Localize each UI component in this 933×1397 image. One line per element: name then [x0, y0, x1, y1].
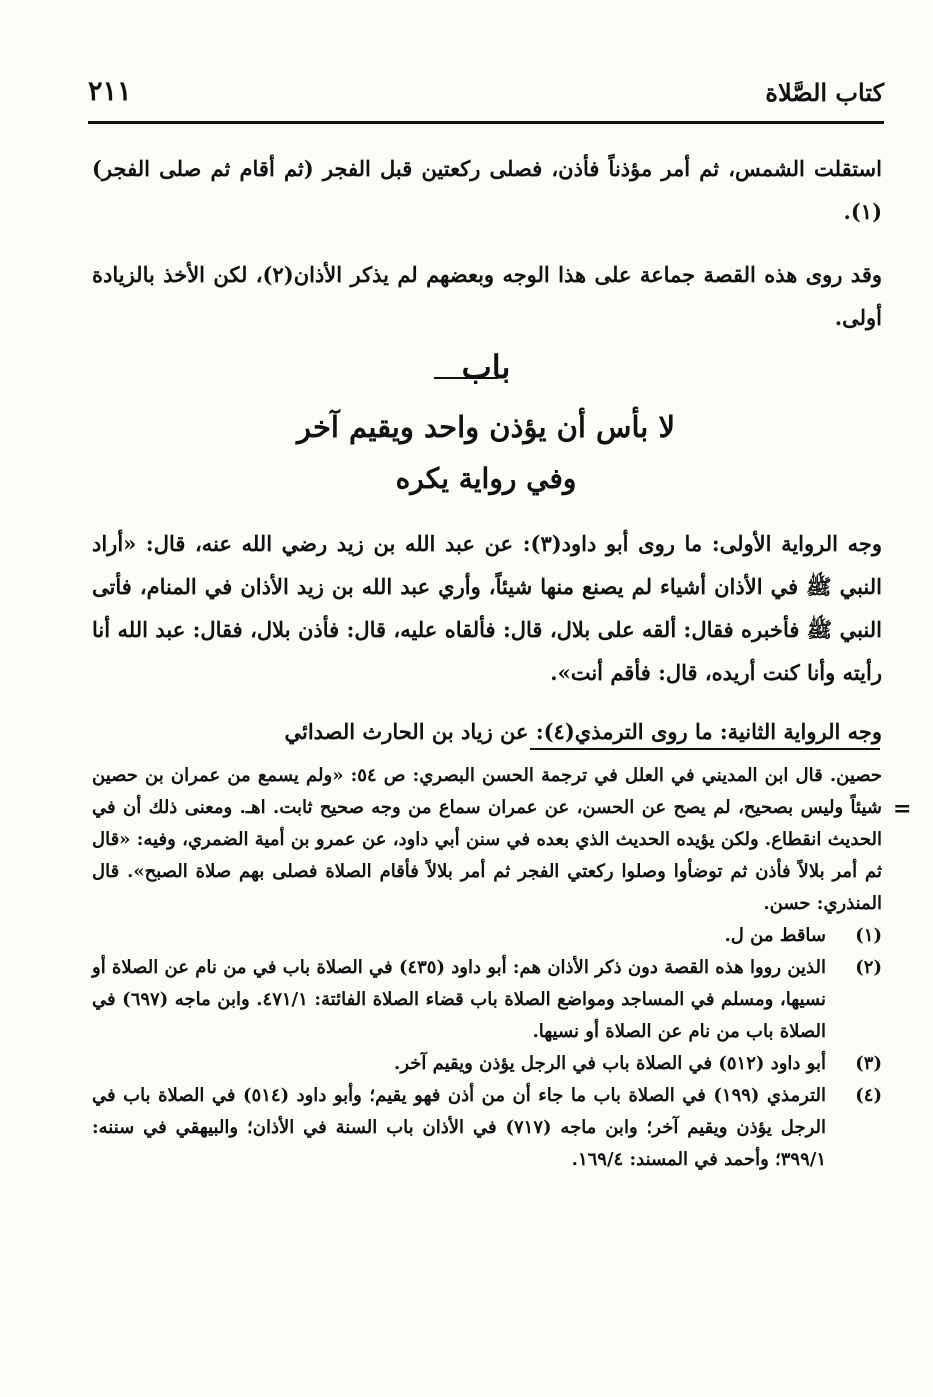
footnote-number: (٤) — [855, 1085, 882, 1106]
footnote-number: (٢) — [855, 957, 882, 978]
chapter-label: باب — [461, 348, 511, 386]
footnotes — [92, 760, 882, 1176]
paragraph-1: استقلت الشمس، ثم أمر مؤذناً فأذن، فصلى ركعتين قبل الفجر (ثم أقام ثم صلى الفجر)(١). — [92, 156, 882, 224]
chapter-heading-line-2: وفي رواية يكره — [395, 462, 577, 495]
footnote-text: الترمذي (١٩٩) في الصلاة باب ما جاء أن من أذن فهو يقيم؛ وأبو داود (٥١٤) في الصلاة باب في الرجل يؤذن ويقيم آخر؛ وابن ماجه (٧١٧) في الأذان باب السنة في الأذان؛ والبيهقي في سننه: ٣٩٩/١؛ وأحمد في المسند: ١٦٩/٤. — [92, 1085, 826, 1170]
paragraph-3: وجه الرواية الأولى: ما روى أبو داود(٣): عن عبد الله بن زيد رضي الله عنه، قال: «أراد النبي ﷺ في الأذان أشياء لم يصنع منها شيئاً، وأري عبد الله بن زيد الأذان في المنام، فأتى النبي ﷺ فأخبره فقال: ألقه على بلال، قال: فألقاه عليه، قال: فأذن بلال، فقال: عبد الله أنا رأيته وأنا كنت أريده، قال: فأقم أنت». — [92, 531, 883, 685]
paragraph-4: وجه الرواية الثانية: ما روى الترمذي(٤): عن زياد بن الحارث الصدائي — [284, 719, 882, 744]
chapter-heading-line-1: لا بأس أن يؤذن واحد ويقيم آخر — [296, 410, 676, 444]
footnote-1 — [92, 920, 882, 952]
chapter-label-bar — [434, 377, 498, 379]
footnote-text: الذين رووا هذه القصة دون ذكر الأذان هم: أبو داود (٤٣٥) في الصلاة باب في من نام عن الصلاة أو نسيها، ومسلم في المساجد ومواضع الصلاة باب قضاء الصلاة الفائتة: ٤٧١/١. وابن ماجه (٦٩٧) في الصلاة باب من نام عن الصلاة أو نسيها. — [92, 957, 826, 1042]
page-number: ٢١١ — [88, 76, 132, 107]
footnote-number: (١) — [855, 925, 882, 946]
footnote-number: (٣) — [855, 1053, 882, 1074]
footnote-continuation-mark: = — [893, 796, 912, 822]
book-title: كتاب الصَّلاة — [765, 78, 884, 107]
footnote-3 — [92, 1048, 882, 1080]
footnote-4 — [92, 1080, 882, 1176]
running-header — [88, 78, 884, 118]
footnote-2 — [92, 952, 882, 1048]
footnote-continuation: حصين. قال ابن المديني في العلل في ترجمة الحسن البصري: ص ٥٤: «ولم يسمع من عمران بن حصين شيئاً وليس بصحيح، لم يصح عن الحسن، عن عمران سماع من وجه صحيح ثابت. اهـ. ومعنى ذلك أن في الحديث انقطاع. ولكن يؤيده الحديث الذي بعده في سنن أبي داود، عن عمرو بن أمية الضمري، وفيه: «قال ثم أمر بلالاً فأذن ثم توضأوا وصلوا ركعتي الفجر ثم أمر بلالاً فأقام الصلاة فصلى بهم صلاة الصبح». قال المنذري: حسن. — [92, 765, 882, 914]
footnote-text: أبو داود (٥١٢) في الصلاة باب في الرجل يؤذن ويقيم آخر. — [394, 1053, 826, 1074]
footnote-text: ساقط من ل. — [724, 925, 826, 946]
paragraph-2: وقد روى هذه القصة جماعة على هذا الوجه وبعضهم لم يذكر الأذان(٢)، لكن الأخذ بالزيادة أولى. — [92, 262, 882, 330]
footnote-separator — [530, 748, 880, 750]
header-rule — [88, 121, 884, 124]
